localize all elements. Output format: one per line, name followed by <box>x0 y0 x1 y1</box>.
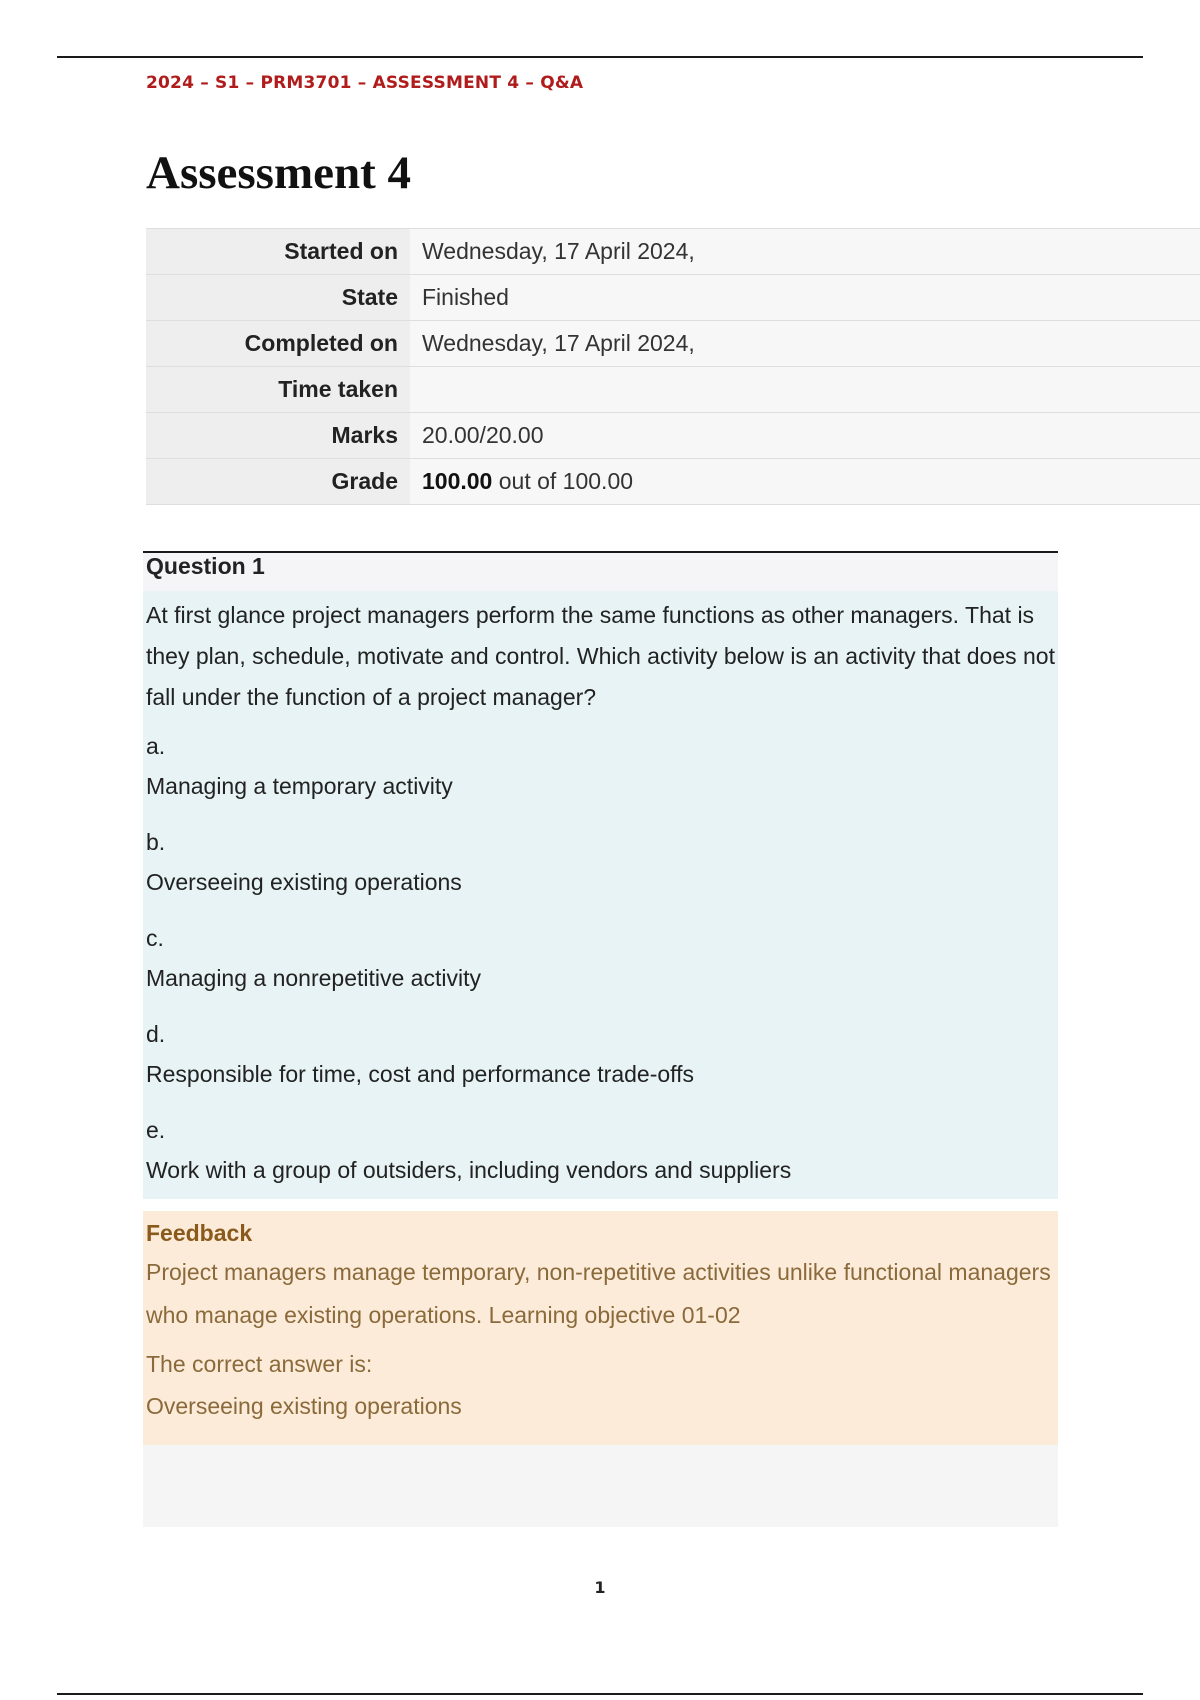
option-letter: e. <box>146 1117 166 1143</box>
question-number: Question 1 <box>143 551 1058 591</box>
answer-option-b <box>146 822 1055 918</box>
question-block <box>143 551 1058 1527</box>
summary-row-time-taken <box>146 367 1200 413</box>
answer-option-c <box>146 918 1055 1014</box>
section-gap <box>143 1199 1058 1211</box>
grade-score: 100.00 <box>422 468 493 494</box>
summary-row-state <box>146 275 1200 321</box>
option-text: Overseeing existing operations <box>146 869 462 895</box>
correct-answer: Overseeing existing operations <box>146 1393 462 1419</box>
bottom-rule <box>57 1693 1143 1695</box>
question-text: At first glance project managers perform the same functions as other managers. That is they plan, schedule, motivate and control. Which activity below is an activity that does not fall under the function of a project manager? <box>146 602 1055 710</box>
summary-label: Grade <box>146 459 410 505</box>
summary-value: Wednesday, 17 April 2024, <box>410 321 1200 367</box>
empty-panel <box>143 1445 1058 1527</box>
option-text: Responsible for time, cost and performance trade-offs <box>146 1061 695 1087</box>
correct-answer-label: The correct answer is: <box>146 1351 373 1377</box>
summary-label: State <box>146 275 410 321</box>
summary-row-completed <box>146 321 1200 367</box>
summary-label: Marks <box>146 413 410 459</box>
question-body <box>143 591 1058 1199</box>
summary-label: Time taken <box>146 367 410 413</box>
option-text: Managing a nonrepetitive activity <box>146 965 481 991</box>
option-text: Work with a group of outsiders, including vendors and suppliers <box>146 1157 792 1183</box>
feedback-title: Feedback <box>146 1220 253 1246</box>
page-number: 1 <box>594 1578 606 1597</box>
option-letter: a. <box>146 733 166 759</box>
grade-value <box>410 459 1200 505</box>
summary-label: Completed on <box>146 321 410 367</box>
summary-value <box>410 367 1200 413</box>
feedback-box <box>143 1211 1058 1445</box>
summary-row-grade <box>146 459 1200 505</box>
summary-label: Started on <box>146 229 410 275</box>
top-rule <box>57 56 1143 58</box>
attempt-summary-table <box>146 228 1200 505</box>
option-letter: b. <box>146 829 166 855</box>
answer-option-e <box>146 1110 1055 1206</box>
feedback-text: Project managers manage temporary, non-repetitive activities unlike functional managers who manage existing operations. Learning objective 01-02 <box>146 1259 1051 1328</box>
answer-option-d <box>146 1014 1055 1110</box>
page-title: Assessment 4 <box>146 147 412 199</box>
grade-out-of: out of 100.00 <box>492 468 634 494</box>
summary-value: Wednesday, 17 April 2024, <box>410 229 1200 275</box>
summary-row-started <box>146 229 1200 275</box>
summary-value: Finished <box>410 275 1200 321</box>
summary-value: 20.00/20.00 <box>410 413 1200 459</box>
answer-option-a <box>146 726 1055 822</box>
summary-row-marks <box>146 413 1200 459</box>
document-header: 2024 – S1 – PRM3701 – ASSESSMENT 4 – Q&A <box>146 73 584 93</box>
option-letter: c. <box>146 925 164 951</box>
option-text: Managing a temporary activity <box>146 773 453 799</box>
option-letter: d. <box>146 1021 166 1047</box>
